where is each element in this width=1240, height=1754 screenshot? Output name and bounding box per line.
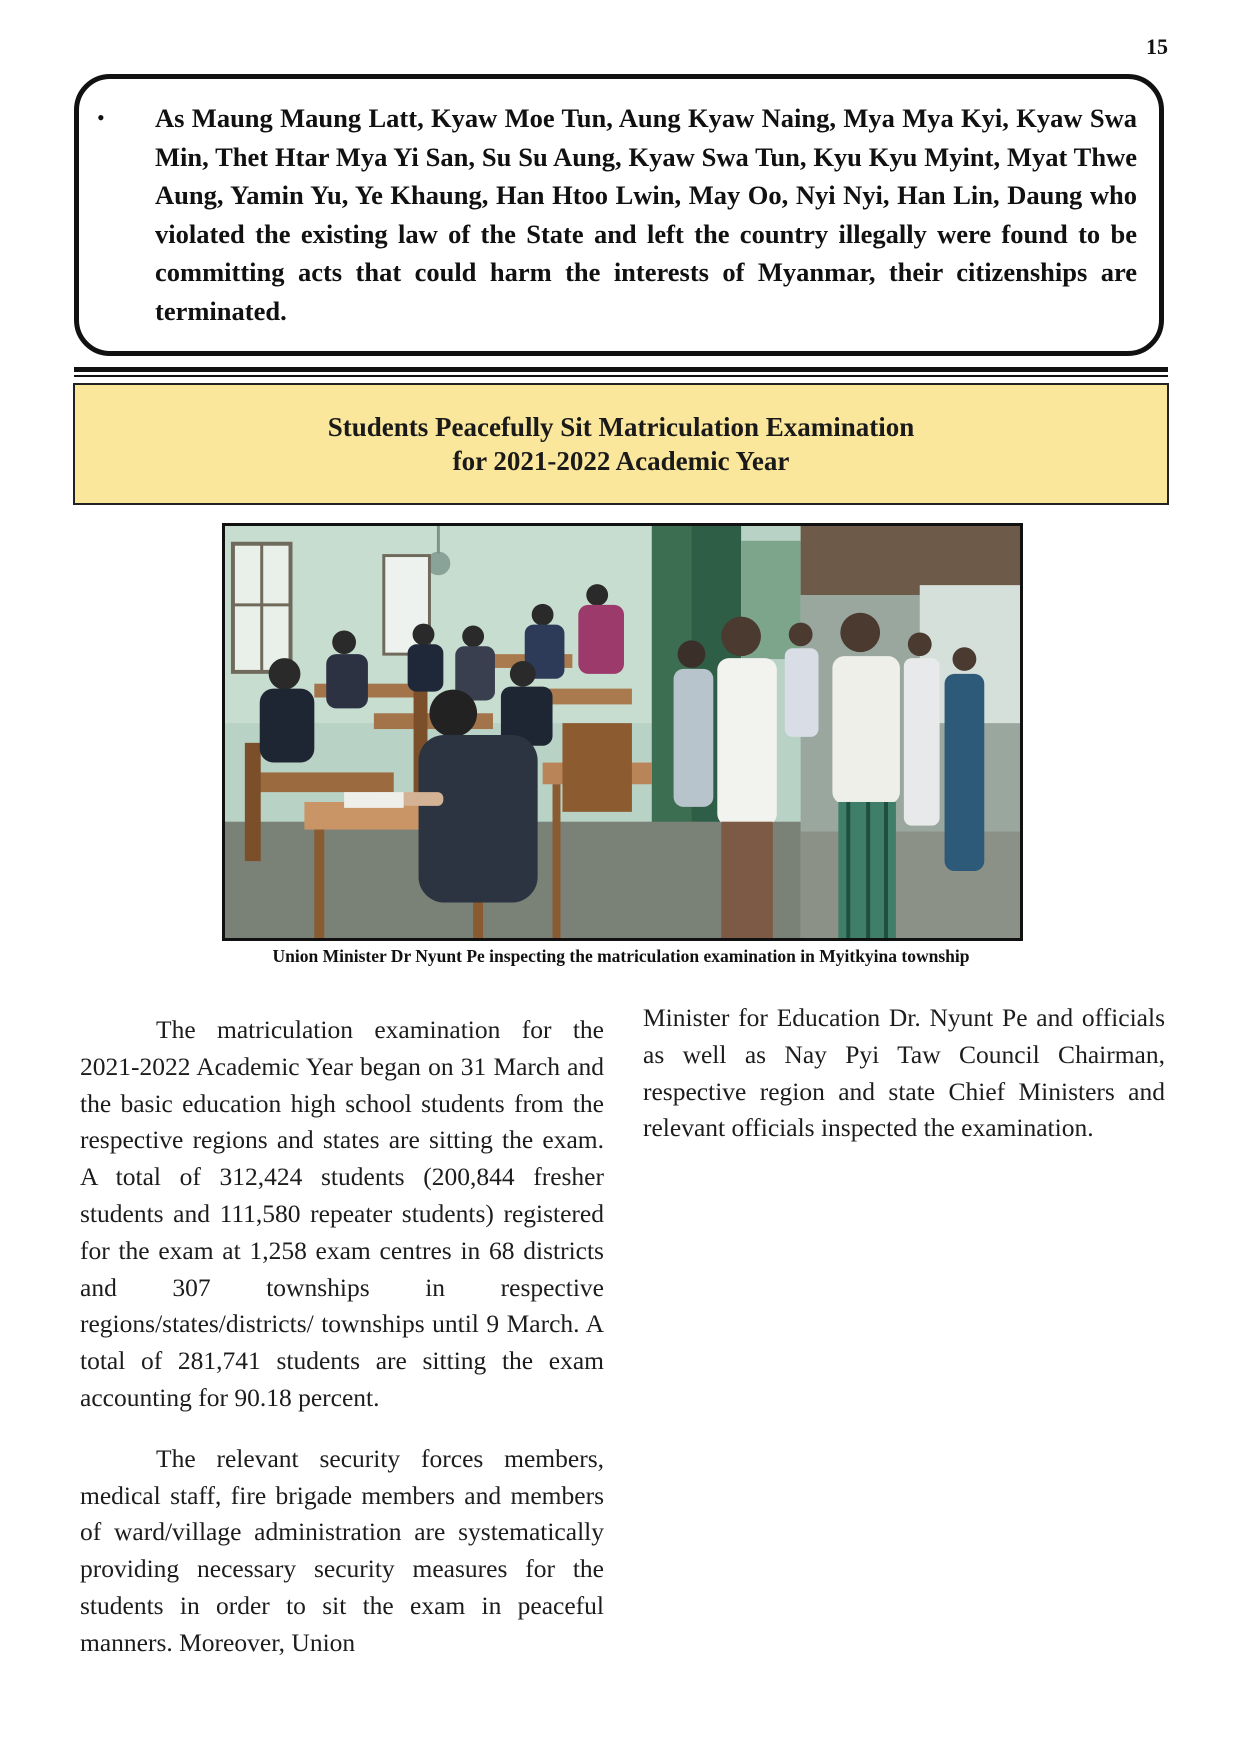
- article-column-right: [643, 1000, 1165, 1147]
- section-divider-thin: [74, 375, 1168, 377]
- article-column-left: [80, 1012, 604, 1662]
- page-number: 15: [1146, 34, 1168, 59]
- section-divider-thick: [74, 367, 1168, 372]
- bullet-icon: •: [97, 105, 105, 130]
- photo-caption: Union Minister Dr Nyunt Pe inspecting the matriculation examination in Myitkyina township: [272, 946, 970, 966]
- article-paragraph: Minister for Education Dr. Nyunt Pe and officials as well as Nay Pyi Taw Council Chairman, respective region and state Chief Ministers and relevant officials inspected the examination.: [643, 1003, 1165, 1143]
- headline-line-1: Students Peacefully Sit Matriculation Examination: [327, 412, 915, 442]
- article-photo: [222, 523, 1023, 941]
- article-paragraph: The relevant security forces members, medical staff, fire brigade members and members of ward/village administration are systematically providing necessary security measures for the students in order to sit the exam in peaceful manners. Moreover, Union: [80, 1443, 604, 1657]
- article-paragraph: The matriculation examination for the 2021-2022 Academic Year began on 31 March and the basic education high school students from the respective regions and states are sitting the exam. A total of 312,424 students (200,844 fresher students and 111,580 repeater students) registered for the exam at 1,258 exam centres in 68 districts and 307 townships in respective regions/states/districts/ townships until 9 March. A total of 281,741 students are sitting the exam accounting for 90.18 percent.: [80, 1015, 604, 1412]
- notice-text: As Maung Maung Latt, Kyaw Moe Tun, Aung Kyaw Naing, Mya Mya Kyi, Kyaw Swa Min, Thet Htar Mya Yi San, Su Su Aung, Kyaw Swa Tun, Kyu Kyu Myint, Myat Thwe Aung, Yamin Yu, Ye Khaung, Han Htoo Lwin, May Oo, Nyi Nyi, Han Lin, Daung who violated the existing law of the State and left the country illegally were found to be committing acts that could harm the interests of Myanmar, their citizenships are terminated.: [155, 103, 1137, 326]
- article-headline-box: [73, 383, 1169, 505]
- headline-line-2: for 2021-2022 Academic Year: [452, 446, 790, 476]
- notice-box: [74, 74, 1164, 356]
